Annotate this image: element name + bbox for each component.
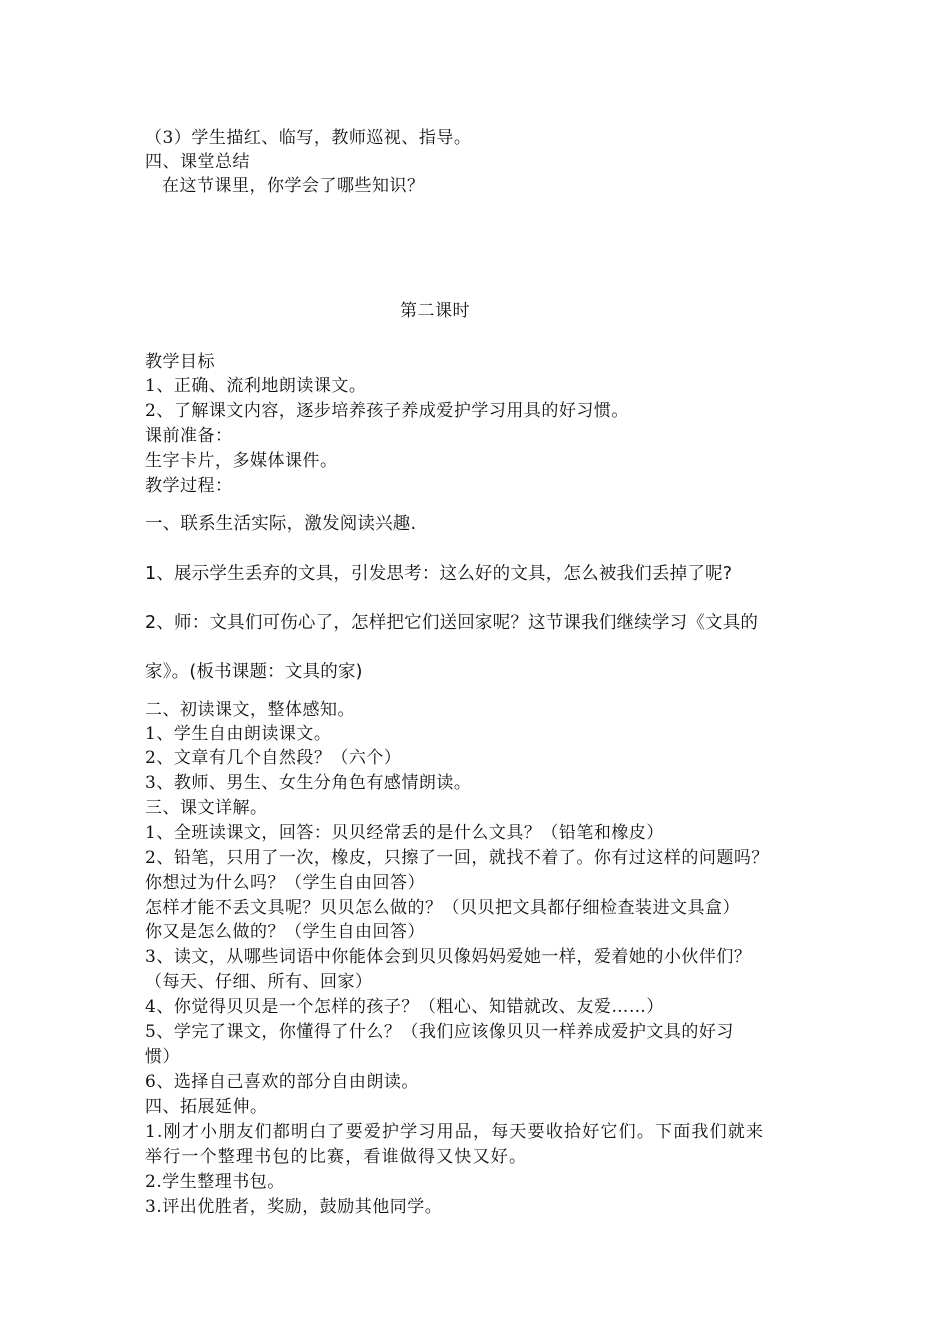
part1-item1: 1、展示学生丢弃的文具，引发思考：这么好的文具，怎么被我们丢掉了呢? [145, 564, 733, 584]
part4-item1-line2: 举行一个整理书包的比赛，看谁做得又快又好。 [145, 1147, 528, 1167]
part4-item3: 3.评出优胜者，奖励，鼓励其他同学。 [145, 1197, 443, 1217]
part3-item6: 6、选择自己喜欢的部分自由朗读。 [145, 1072, 419, 1092]
part3-item2-line2: 你想过为什么吗？（学生自由回答） [145, 873, 425, 893]
part4-heading: 四、拓展延伸。 [145, 1097, 268, 1117]
lesson1-step3: （3）学生描红、临写，教师巡视、指导。 [145, 128, 472, 148]
goal-2: 2、了解课文内容，逐步培养孩子养成爱护学习用具的好习惯。 [145, 401, 629, 421]
part3-item5-line1: 5、学完了课文，你懂得了什么？（我们应该像贝贝一样养成爱护文具的好习 [145, 1022, 734, 1042]
prep-items: 生字卡片，多媒体课件。 [145, 451, 338, 471]
part3-item3-line2: （每天、仔细、所有、回家） [145, 972, 373, 992]
part3-item3-line1: 3、读文，从哪些词语中你能体会到贝贝像妈妈爱她一样，爱着她的小伙伴们？ [145, 947, 752, 967]
process-heading: 教学过程： [145, 476, 233, 496]
goal-1: 1、正确、流利地朗读课文。 [145, 376, 367, 396]
lesson1-summary-heading: 四、课堂总结 [145, 152, 250, 172]
part4-item1-line1: 1.刚才小朋友们都明白了要爱护学习用品，每天要收拾好它们。下面我们就来 [145, 1122, 765, 1142]
part3-item1: 1、全班读课文，回答：贝贝经常丢的是什么文具？（铅笔和橡皮） [145, 823, 664, 843]
part3-item2-line1: 2、铅笔，只用了一次，橡皮，只擦了一回，就找不着了。你有过这样的问题吗？ [145, 848, 769, 868]
prep-heading: 课前准备： [145, 426, 233, 446]
part3-heading: 三、课文详解。 [145, 798, 268, 818]
part2-item3: 3、教师、男生、女生分角色有感情朗读。 [145, 773, 472, 793]
part1-item2-line2: 家》。(板书课题：文具的家) [145, 662, 363, 682]
part2-item1: 1、学生自由朗读课文。 [145, 724, 332, 744]
part3-item5-line2: 惯） [145, 1047, 180, 1067]
part4-item2: 2.学生整理书包。 [145, 1172, 285, 1192]
part3-item2-line3: 怎样才能不丢文具呢？贝贝怎么做的？（贝贝把文具都仔细检查装进文具盒） [145, 898, 740, 918]
part3-item4: 4、你觉得贝贝是一个怎样的孩子？（粗心、知错就改、友爱……） [145, 997, 664, 1017]
lesson2-title: 第二课时 [400, 301, 470, 321]
part1-heading: 一、联系生活实际，激发阅读兴趣. [145, 514, 417, 534]
part2-heading: 二、初读课文，整体感知。 [145, 700, 355, 720]
part1-item2-line1: 2、师：文具们可伤心了，怎样把它们送回家呢？这节课我们继续学习《文具的 [145, 613, 759, 633]
goals-heading: 教学目标 [145, 352, 215, 372]
part2-item2: 2、文章有几个自然段？（六个） [145, 748, 402, 768]
lesson1-summary-question: 在这节课里，你学会了哪些知识？ [162, 176, 425, 196]
part3-item2-line4: 你又是怎么做的？（学生自由回答） [145, 922, 425, 942]
